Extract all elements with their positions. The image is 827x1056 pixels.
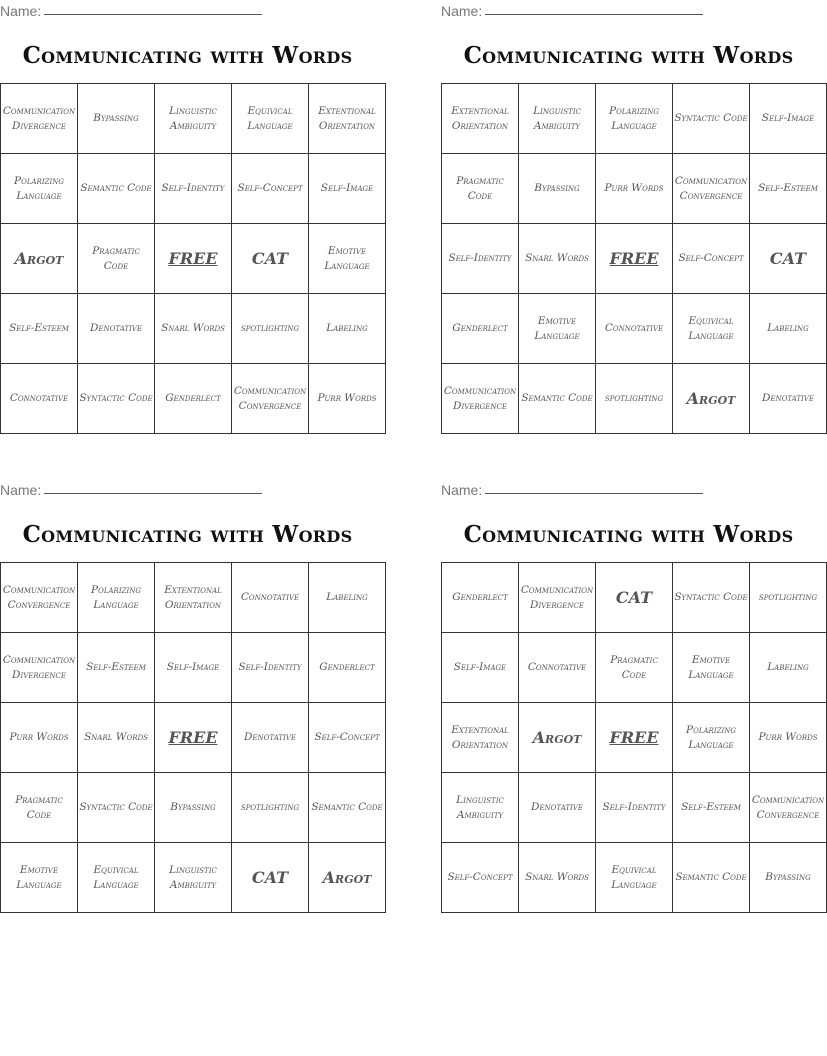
bingo-cell: Labeling: [750, 633, 827, 703]
bingo-cell: Self-Image: [442, 633, 519, 703]
bingo-cell: Communication Divergence: [1, 633, 78, 703]
bingo-cell: Snarl Words: [78, 703, 155, 773]
grid-row: [442, 773, 827, 843]
bingo-cell: Linguistic Ambiguity: [442, 773, 519, 843]
free-space: FREE: [596, 224, 673, 294]
bingo-cell: CAT: [750, 224, 827, 294]
bingo-cell: Self-Esteem: [750, 154, 827, 224]
grid-row: [1, 224, 386, 294]
bingo-cell: CAT: [232, 224, 309, 294]
bingo-cell: Linguistic Ambiguity: [155, 843, 232, 913]
grid-row: [442, 843, 827, 913]
bingo-cell: Denotative: [232, 703, 309, 773]
bingo-cell: Self-Identity: [155, 154, 232, 224]
bingo-cell: Emotive Language: [673, 633, 750, 703]
bingo-cell: Argot: [1, 224, 78, 294]
bingo-cell: Communication Convergence: [673, 154, 750, 224]
bingo-cell: Labeling: [309, 563, 386, 633]
bingo-cell: Polarizing Language: [1, 154, 78, 224]
bingo-cell: Self-Concept: [673, 224, 750, 294]
bingo-cell: Pragmatic Code: [596, 633, 673, 703]
bingo-cell: Emotive Language: [309, 224, 386, 294]
grid-row: [1, 563, 386, 633]
card-title: Communicating with Words: [22, 42, 353, 69]
bingo-cell: Labeling: [750, 294, 827, 364]
bingo-cell: Snarl Words: [155, 294, 232, 364]
name-field: [0, 0, 375, 22]
bingo-cell: Self-Identity: [232, 633, 309, 703]
bingo-cell: Genderlect: [309, 633, 386, 703]
bingo-cell: Equivical Language: [78, 843, 155, 913]
free-space: FREE: [155, 703, 232, 773]
card-title: Communicating with Words: [22, 521, 353, 548]
bingo-cell: Connotative: [232, 563, 309, 633]
bingo-cell: Argot: [309, 843, 386, 913]
bingo-cell: Self-Image: [750, 84, 827, 154]
bingo-grid: [0, 83, 386, 434]
grid-row: [1, 773, 386, 843]
bingo-cell: Snarl Words: [519, 843, 596, 913]
bingo-cell: Denotative: [519, 773, 596, 843]
bingo-cell: Polarizing Language: [596, 84, 673, 154]
bingo-cell: spotlighting: [232, 294, 309, 364]
bingo-cell: Communication Divergence: [1, 84, 78, 154]
bingo-cell: Connotative: [519, 633, 596, 703]
bingo-cell: Communication Convergence: [1, 563, 78, 633]
bingo-cell: Connotative: [1, 364, 78, 434]
grid-row: [1, 154, 386, 224]
bingo-cell: Polarizing Language: [673, 703, 750, 773]
bingo-cell: Bypassing: [78, 84, 155, 154]
grid-row: [1, 843, 386, 913]
grid-row: [1, 633, 386, 703]
name-label: Name:: [441, 3, 483, 19]
free-space: FREE: [596, 703, 673, 773]
bingo-cell: Self-Image: [309, 154, 386, 224]
bingo-cell: Connotative: [596, 294, 673, 364]
name-label: Name:: [0, 482, 42, 498]
grid-row: [1, 703, 386, 773]
bingo-card-4: [441, 479, 825, 913]
name-label: Name:: [0, 3, 42, 19]
bingo-cell: Extentional Orientation: [442, 84, 519, 154]
grid-row: [442, 563, 827, 633]
bingo-cell: Pragmatic Code: [1, 773, 78, 843]
bingo-cell: Self-Esteem: [673, 773, 750, 843]
bingo-cell: spotlighting: [750, 563, 827, 633]
bingo-cell: Linguistic Ambiguity: [519, 84, 596, 154]
bingo-cell: Argot: [673, 364, 750, 434]
name-label: Name:: [441, 482, 483, 498]
bingo-cell: Extentional Orientation: [155, 563, 232, 633]
bingo-cell: Purr Words: [750, 703, 827, 773]
bingo-cell: Emotive Language: [519, 294, 596, 364]
name-field: [441, 479, 816, 501]
bingo-cell: Self-Image: [155, 633, 232, 703]
bingo-cell: Communication Convergence: [750, 773, 827, 843]
bingo-cell: Self-Concept: [309, 703, 386, 773]
bingo-cell: Communication Convergence: [232, 364, 309, 434]
name-blank-line: [485, 0, 703, 15]
bingo-cell: Self-Esteem: [78, 633, 155, 703]
bingo-cell: Purr Words: [596, 154, 673, 224]
bingo-cell: Pragmatic Code: [442, 154, 519, 224]
bingo-cell: Semantic Code: [519, 364, 596, 434]
grid-row: [442, 294, 827, 364]
bingo-cell: Syntactic Code: [78, 364, 155, 434]
bingo-card-1: [0, 0, 375, 434]
name-blank-line: [44, 0, 262, 15]
bingo-cell: spotlighting: [596, 364, 673, 434]
bingo-cell: Purr Words: [309, 364, 386, 434]
bingo-cell: Genderlect: [442, 563, 519, 633]
bingo-card-2: [441, 0, 816, 434]
bingo-cell: Denotative: [750, 364, 827, 434]
bingo-cell: Emotive Language: [1, 843, 78, 913]
bingo-grid: [441, 562, 827, 913]
bingo-cell: Labeling: [309, 294, 386, 364]
name-field: [441, 0, 816, 22]
bingo-cell: Communication Divergence: [442, 364, 519, 434]
name-blank-line: [44, 479, 262, 494]
bingo-cell: Argot: [519, 703, 596, 773]
card-title: Communicating with Words: [463, 42, 794, 69]
grid-row: [442, 84, 827, 154]
bingo-cell: Denotative: [78, 294, 155, 364]
grid-row: [442, 224, 827, 294]
bingo-cell: Extentional Orientation: [309, 84, 386, 154]
bingo-cell: Self-Identity: [442, 224, 519, 294]
bingo-cell: Self-Esteem: [1, 294, 78, 364]
bingo-cell: Self-Concept: [232, 154, 309, 224]
grid-row: [1, 84, 386, 154]
bingo-cell: Semantic Code: [78, 154, 155, 224]
grid-row: [442, 364, 827, 434]
bingo-cell: Communication Divergence: [519, 563, 596, 633]
grid-row: [442, 154, 827, 224]
bingo-cell: Genderlect: [442, 294, 519, 364]
bingo-grid: [0, 562, 386, 913]
grid-row: [1, 294, 386, 364]
bingo-cell: Bypassing: [519, 154, 596, 224]
bingo-cell: CAT: [596, 563, 673, 633]
card-title: Communicating with Words: [463, 521, 794, 548]
bingo-cell: Self-Concept: [442, 843, 519, 913]
bingo-card-3: [0, 479, 383, 913]
bingo-cell: Semantic Code: [309, 773, 386, 843]
bingo-cell: Linguistic Ambiguity: [155, 84, 232, 154]
bingo-cell: Snarl Words: [519, 224, 596, 294]
bingo-cell: Equivical Language: [232, 84, 309, 154]
bingo-grid: [441, 83, 827, 434]
bingo-cell: Equivical Language: [673, 294, 750, 364]
bingo-cell: Purr Words: [1, 703, 78, 773]
name-blank-line: [485, 479, 703, 494]
free-space: FREE: [155, 224, 232, 294]
bingo-cell: Genderlect: [155, 364, 232, 434]
bingo-cell: Pragmatic Code: [78, 224, 155, 294]
bingo-cell: Extentional Orientation: [442, 703, 519, 773]
bingo-cell: Semantic Code: [673, 843, 750, 913]
grid-row: [1, 364, 386, 434]
bingo-cell: Polarizing Language: [78, 563, 155, 633]
bingo-cell: Bypassing: [750, 843, 827, 913]
bingo-cell: Self-Identity: [596, 773, 673, 843]
grid-row: [442, 633, 827, 703]
grid-row: [442, 703, 827, 773]
bingo-cell: Bypassing: [155, 773, 232, 843]
bingo-cell: Syntactic Code: [78, 773, 155, 843]
name-field: [0, 479, 375, 501]
bingo-cell: Syntactic Code: [673, 563, 750, 633]
bingo-cell: spotlighting: [232, 773, 309, 843]
bingo-cell: Syntactic Code: [673, 84, 750, 154]
bingo-cell: Equivical Language: [596, 843, 673, 913]
bingo-cell: CAT: [232, 843, 309, 913]
